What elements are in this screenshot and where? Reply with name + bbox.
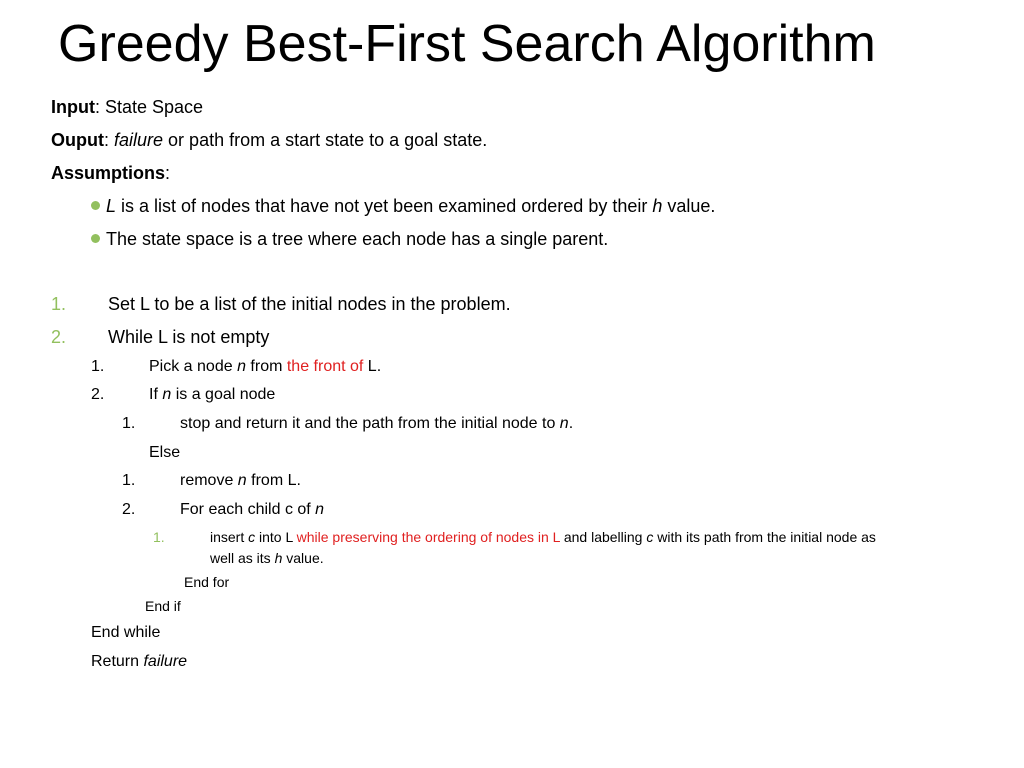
output-failure: failure xyxy=(114,130,164,150)
step-text: While L is not empty xyxy=(108,327,270,347)
step-else-2-1: 1. insert c into L while preserving the ordering of nodes in L and labelling c with its path from the initial node as well as its h value. xyxy=(153,529,876,566)
output-rest: or path from a start state to a goal state. xyxy=(163,130,488,150)
return-line: Return failure xyxy=(91,653,188,670)
slide-title: Greedy Best-First Search Algorithm xyxy=(58,15,876,73)
bullet-icon xyxy=(91,201,100,210)
step-text: Set L to be a list of the initial nodes in the problem. xyxy=(108,294,511,314)
step-text: insert c into L while preserving the ordering of nodes in L and labelling c with its path from the initial node as xyxy=(210,529,876,545)
assumption-item: L is a list of nodes that have not yet been examined ordered by their h value. xyxy=(91,194,715,218)
step-text-continued: well as its h value. xyxy=(210,550,324,566)
step-text: remove n from L. xyxy=(180,472,301,489)
step-text: If n is a goal node xyxy=(149,386,276,403)
step-number: 1. xyxy=(51,294,67,314)
else-line: Else xyxy=(149,444,181,461)
assumptions-label: Assumptions xyxy=(51,163,166,183)
step-text: stop and return it and the path from the initial node to n. xyxy=(180,415,574,432)
input-line: Input: State Space xyxy=(51,97,204,117)
step-text: For each child c of n xyxy=(180,501,325,518)
step-number: 2. xyxy=(51,327,67,347)
input-value: State Space xyxy=(100,97,204,117)
return-failure: failure xyxy=(143,653,188,670)
highlight-text: while preserving the ordering of nodes in L xyxy=(296,529,560,545)
step-text: Pick a node n from the front of L. xyxy=(149,358,382,375)
output-line: Ouput: failure or path from a start state to a goal state. xyxy=(51,130,488,150)
bullet-icon xyxy=(91,234,100,243)
end-for-line: End for xyxy=(184,574,230,590)
input-label: Input xyxy=(51,97,95,117)
end-while-line: End while xyxy=(91,624,161,641)
end-if-line: End if xyxy=(145,598,181,614)
assumptions-line: Assumptions: xyxy=(51,163,171,183)
output-label: Ouput xyxy=(51,130,104,150)
highlight-text: the front of xyxy=(286,358,364,375)
assumption-item: The state space is a tree where each node has a single parent. xyxy=(91,227,608,251)
